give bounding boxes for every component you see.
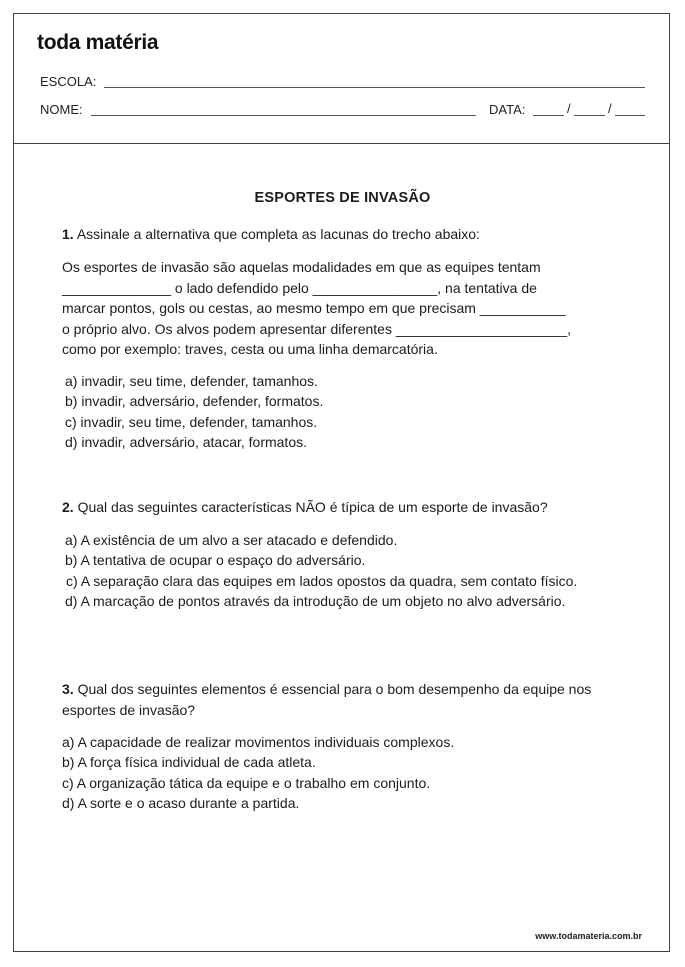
school-label: ESCOLA: (40, 74, 97, 89)
question-1-passage (62, 257, 622, 360)
brand-logo: toda matéria (37, 31, 159, 54)
question-1-options (65, 371, 630, 452)
passage-line: como por exemplo: traves, cesta ou uma linha demarcatória. (62, 341, 438, 357)
header-divider (13, 143, 670, 144)
option-a: a) A capacidade de realizar movimentos individuais complexos. (62, 734, 455, 750)
date-year-line[interactable] (615, 115, 645, 116)
question-2-options (62, 530, 622, 611)
question-text: Qual dos seguintes elementos é essencial para o bom desempenho da equipe nos esportes de invasão? (62, 681, 592, 718)
footer-url[interactable]: www.todamateria.com.br (535, 931, 642, 941)
passage-line: marcar pontos, gols ou cestas, ao mesmo tempo em que precisam ___________ (62, 300, 566, 316)
date-separator: / (608, 101, 612, 116)
option-a: a) A existência de um alvo a ser atacado e defendido. (65, 532, 398, 548)
option-b: b) A força física individual de cada atleta. (62, 754, 316, 771)
passage-line: ______________ o lado defendido pelo ________________, na tentativa de (62, 279, 537, 296)
option-c: c) A separação clara das equipes em lados opostos da quadra, sem contato físico. (66, 572, 578, 589)
question-number: 2. (62, 499, 74, 515)
worksheet-title: ESPORTES DE INVASÃO (254, 190, 431, 206)
date-label: DATA: (489, 102, 526, 117)
question-text: Assinale a alternativa que completa as lacunas do trecho abaixo: (76, 226, 480, 242)
school-input-line[interactable] (104, 87, 645, 88)
option-c: c) invadir, seu time, defender, tamanhos. (65, 413, 318, 430)
option-b: b) invadir, adversário, defender, formatos. (65, 393, 324, 410)
option-d: d) A sorte e o acaso durante a partida. (62, 794, 300, 811)
option-d: d) A marcação de pontos através da introdução de um objeto no alvo adversário. (65, 592, 566, 609)
date-day-line[interactable] (533, 115, 564, 116)
passage-line: Os esportes de invasão são aquelas modalidades em que as equipes tentam (62, 259, 541, 275)
question-3-options (62, 732, 627, 813)
option-b: b) A tentativa de ocupar o espaço do adversário. (65, 552, 366, 569)
option-a: a) invadir, seu time, defender, tamanhos. (65, 373, 318, 389)
question-1-prompt (62, 224, 622, 245)
passage-line: o próprio alvo. Os alvos podem apresentar diferentes ______________________, (62, 320, 572, 337)
question-3-prompt (62, 679, 622, 720)
question-2-prompt (62, 497, 632, 518)
date-month-line[interactable] (574, 115, 605, 116)
date-separator: / (567, 101, 571, 116)
name-input-line[interactable] (91, 115, 476, 116)
name-label: NOME: (40, 102, 83, 117)
option-c: c) A organização tática da equipe e o trabalho em conjunto. (62, 774, 431, 791)
question-text: Qual das seguintes características NÃO é típica de um esporte de invasão? (77, 499, 548, 515)
option-d: d) invadir, adversário, atacar, formatos. (65, 433, 307, 450)
question-number: 1. (62, 226, 74, 242)
question-number: 3. (62, 681, 74, 697)
